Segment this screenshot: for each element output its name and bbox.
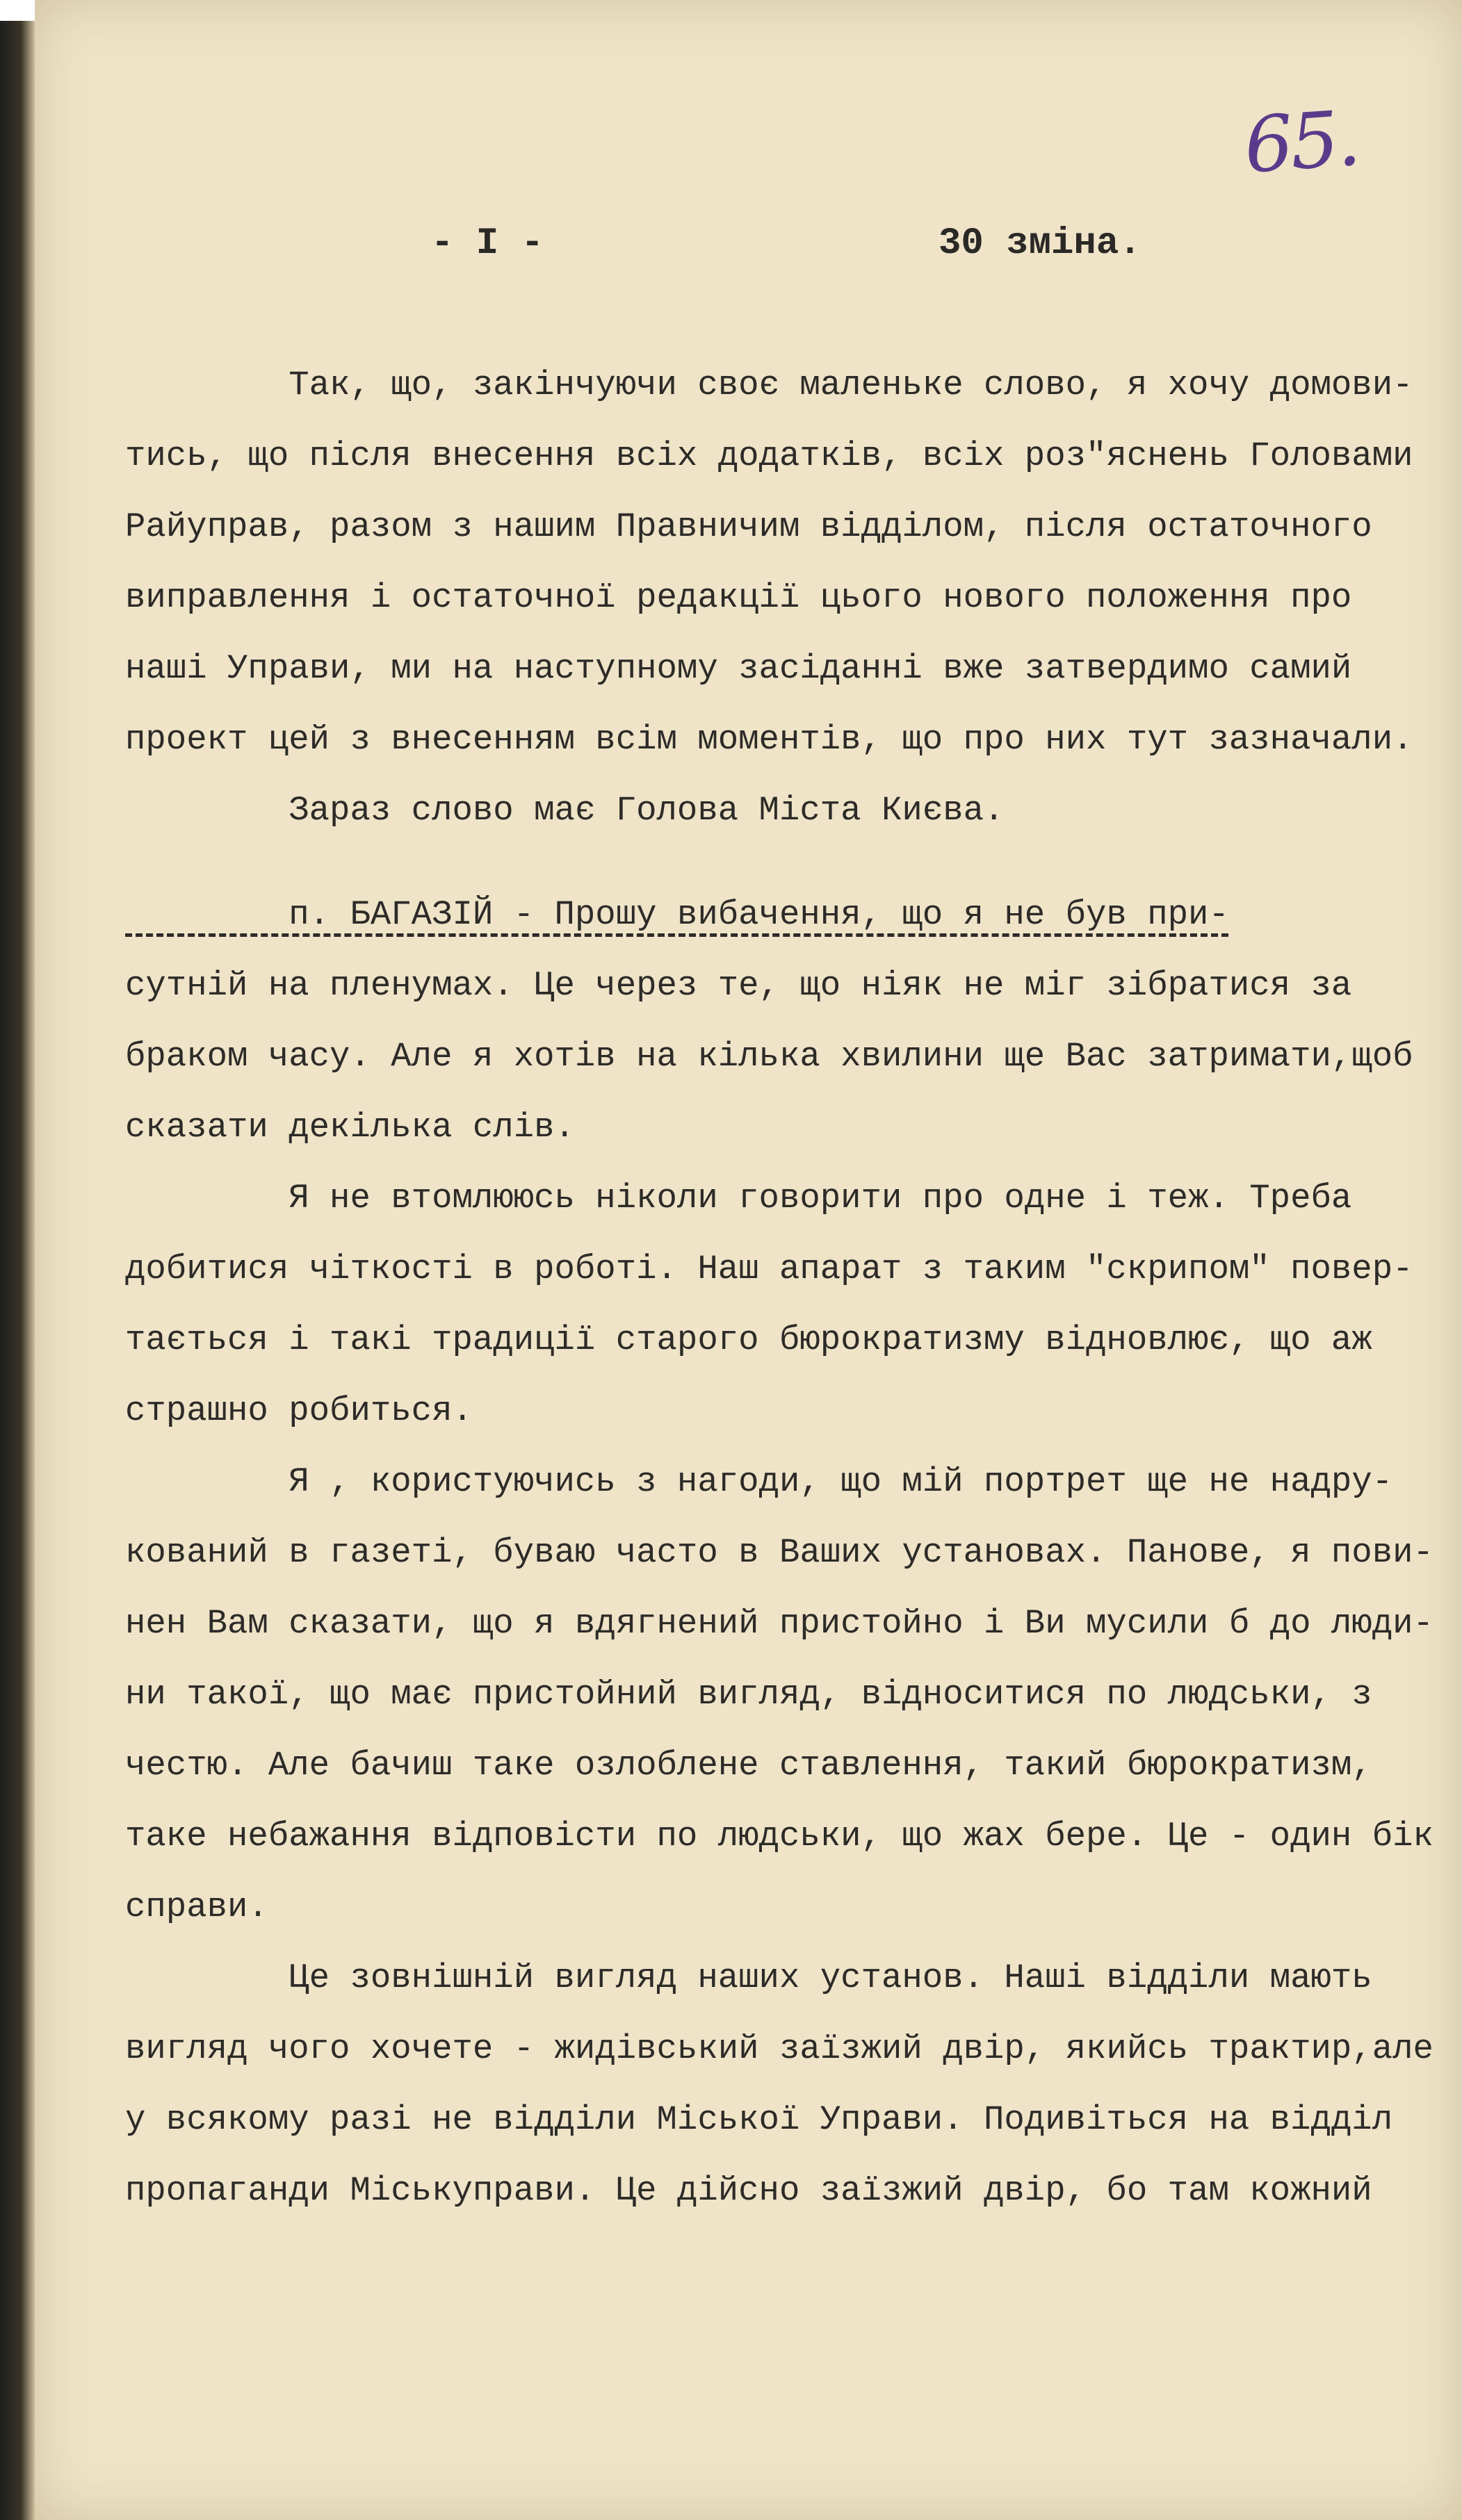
text-line: тись, що після внесення всіх додатків, всіх роз"яснень Головами <box>125 436 1413 475</box>
text-line: наші Управи, ми на наступному засіданні вже затвердимо самий <box>125 649 1352 688</box>
text-line: таке небажання відповісти по людськи, що жах бере. Це - один бік <box>125 1817 1433 1856</box>
text-line: браком часу. Але я хотів на кілька хвилини ще Вас затримати,щоб <box>125 1037 1413 1076</box>
text-line: вигляд чого хочете - жидівський заїзжий двір, якийсь трактир,але <box>125 2029 1433 2068</box>
text-line: тається і такі традиції старого бюрократизму відновлює, що аж <box>125 1320 1372 1359</box>
text-line: Так, що, закінчуючи своє маленьке слово, я хочу домови- <box>125 366 1413 404</box>
text-line: сказати декілька слів. <box>125 1108 575 1147</box>
text-line: нен Вам сказати, що я вдягнений пристойно і Ви мусили б до люди- <box>125 1604 1433 1643</box>
text-line: Райуправ, разом з нашим Правничим відділом, після остаточного <box>125 507 1372 546</box>
text-line: Я не втомлююсь ніколи говорити про одне і теж. Треба <box>125 1179 1352 1218</box>
text-line: честю. Але бачиш таке озлоблене ставлення, такий бюрократизм, <box>125 1746 1372 1785</box>
text-line: проект цей з внесенням всім моментів, що про них тут зазначали. <box>125 720 1413 759</box>
text-line: добитися чіткості в роботі. Наш апарат з таким "скрипом" повер- <box>125 1250 1413 1288</box>
text-line: Це зовнішній вигляд наших установ. Наші відділи мають <box>125 1958 1372 1997</box>
text-line: Я , користуючись з нагоди, що мій портрет ще не надру- <box>125 1462 1393 1501</box>
text-line: виправлення і остаточної редакції цього нового положення про <box>125 578 1352 617</box>
folio-number: 65. <box>1241 93 1361 190</box>
text-line: справи. <box>125 1888 268 1926</box>
binding-edge <box>0 0 35 2520</box>
text-line: кований в газеті, буваю часто в Ваших установах. Панове, я пови- <box>125 1533 1433 1572</box>
page-number: - I - <box>431 222 544 265</box>
text-line: страшно робиться. <box>125 1391 473 1430</box>
text-line: Зараз слово має Голова Міста Києва. <box>125 791 1005 830</box>
document-page <box>35 0 1462 2520</box>
text-line: пропаганди Міськуправи. Це дійсно заїзжий двір, бо там кожний <box>125 2171 1372 2210</box>
document-date: 30 зміна. <box>939 222 1142 265</box>
text-line: сутній на пленумах. Це через те, що ніяк не міг зібратися за <box>125 966 1352 1005</box>
text-line: у всякому разі не відділи Міської Управи. Подивіться на відділ <box>125 2100 1393 2139</box>
text-line: ни такої, що має пристойний вигляд, відноситися по людськи, з <box>125 1675 1372 1714</box>
speaker-line: п. БАГАЗІЙ - Прошу вибачення, що я не був при- <box>125 895 1229 934</box>
